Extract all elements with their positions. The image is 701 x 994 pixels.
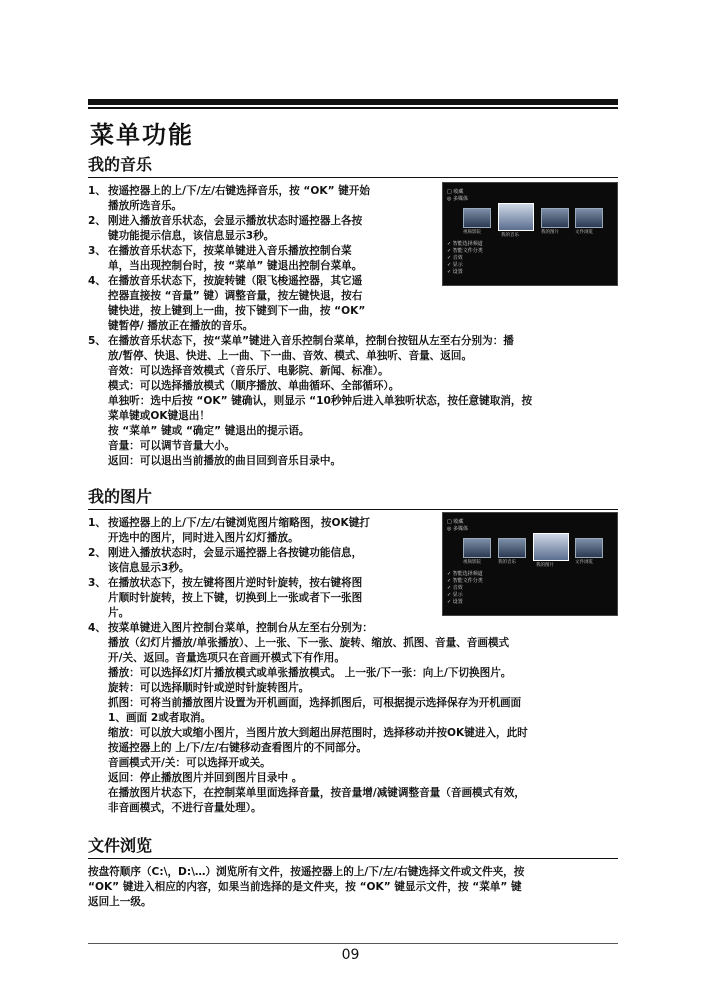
tile-label: 我的图片: [536, 563, 554, 568]
pictures-steps-1-3: [88, 516, 423, 621]
pictures-step-2-cont: 该信息显示3秒。: [108, 562, 190, 574]
screen-submenu-item: ✓ 显示: [447, 592, 463, 598]
pictures-step-4-cont: 播放（幻灯片播放/单张播放）、上一张、下一张、旋转、缩放、抓图、音量、音画模式: [108, 637, 510, 649]
music-detail: 按 “菜单” 键或 “确定” 键退出的提示语。: [108, 425, 310, 437]
screen-submenu-item: ✓ 设置: [447, 599, 463, 605]
tile-files: [575, 208, 603, 228]
screen-submenu-item: ✓ 智能文件分类: [447, 248, 483, 254]
screen-menu-item: ◎ 多媒体: [447, 196, 468, 202]
header-rule-thin: [88, 107, 618, 109]
music-detail: 返回：可以退出当前播放的曲目回到音乐目录中。: [108, 455, 342, 467]
music-step-1-cont: 播放所选音乐。: [108, 200, 183, 212]
pictures-detail: 非音画模式，不进行音量处理）。: [108, 802, 262, 814]
music-step-3: 3、 在播放音乐状态下，按菜单键进入音乐播放控制台菜: [88, 245, 352, 257]
music-detail: 菜单键或OK键退出！: [108, 410, 210, 422]
files-section: [88, 833, 618, 910]
screen-menu-item: □ 收藏: [447, 189, 464, 195]
music-step-3-cont: 单，当出现控制台时，按 “菜单” 键退出控制台菜单。: [108, 260, 363, 272]
tile-music: [498, 538, 526, 558]
music-step-1: 1、 按遥控器上的上/下/左/右键选择音乐，按 “OK” 键开始: [88, 185, 370, 197]
screen-submenu-item: ✓ 音效: [447, 585, 463, 591]
screen-menu-item: ◎ 多媒体: [447, 526, 468, 532]
files-text: “OK” 键进入相应的内容，如果当前选择的是文件夹，按 “OK” 键显示文件，按 “菜单” 键: [88, 881, 522, 893]
pictures-step-4-cont: 开/关、返回。音量选项只在音画开模式下有作用。: [108, 652, 345, 664]
pictures-step-3: 3、 在播放状态下，按左键将图片逆时针旋转，按右键将图: [88, 577, 363, 589]
pictures-detail: 缩放：可以放大或缩小图片，当图片放大到超出屏范围时，选择移动并按OK键进入，此时: [108, 727, 528, 739]
pictures-step-2: 2、 刚进入播放状态时，会显示遥控器上各按键功能信息，: [88, 547, 363, 559]
pictures-detail: 1、画面 2或者取消。: [108, 712, 212, 724]
screen-submenu-item: ✓ 智能文件分类: [447, 578, 483, 584]
files-heading: 文件浏览: [88, 833, 618, 859]
pictures-heading: 我的图片: [88, 484, 618, 510]
tile-files: [575, 538, 603, 558]
pictures-step-3-cont: 片顺时针旋转，按上下键，切换到上一张或者下一张图: [108, 592, 363, 604]
tile-video: [463, 538, 491, 558]
footer-rule: [88, 943, 618, 944]
music-detail: 音效：可以选择音效模式（音乐厅、电影院、新闻、标准）。: [108, 365, 389, 377]
tile-label: 我的音乐: [501, 233, 519, 238]
music-step-2: 2、 刚进入播放音乐状态，会显示播放状态时遥控器上各按: [88, 215, 363, 227]
music-step-4-cont: 键暂停/ 播放正在播放的音乐。: [108, 320, 254, 332]
page-number: 09: [341, 947, 360, 963]
screen-submenu-item: ✓ 智能选择频道: [447, 571, 483, 577]
tile-label: 视频影院: [463, 230, 481, 235]
tile-picture: [533, 533, 569, 561]
pictures-step-4: 4、 按菜单键进入图片控制台菜单，控制台从左至右分别为：: [88, 622, 373, 634]
screen-menu-item: □ 收藏: [447, 519, 464, 525]
pictures-menu-screenshot: [442, 512, 618, 616]
pictures-detail: 播放：可以选择幻灯片播放模式或单张播放模式。 上一张/下一张：向上/下切换图片。: [108, 667, 512, 679]
music-heading: 我的音乐: [88, 152, 618, 178]
music-detail: 单独听：选中后按 “OK” 键确认，则显示 “10秒钟后进入单独听状态，按任意键取消，按: [108, 395, 533, 407]
pictures-step-3-cont: 片。: [108, 607, 130, 619]
pictures-detail: 音画模式开/关：可以选择开或关。: [108, 757, 271, 769]
music-detail: 音量：可以调节音量大小。: [108, 440, 236, 452]
music-step-5: 5、 在播放音乐状态下，按“菜单”键进入音乐控制台菜单，控制台按钮从左至右分别为：播: [88, 335, 514, 347]
tile-picture: [541, 208, 569, 228]
screen-submenu-item: ✓ 智能选择频道: [447, 241, 483, 247]
tile-label: 文件浏览: [575, 560, 593, 565]
pictures-step-1-cont: 开选中的图片，同时进入图片幻灯播放。: [108, 532, 299, 544]
music-step-2-cont: 键功能提示信息，该信息显示3秒。: [108, 230, 275, 242]
screen-submenu-item: ✓ 设置: [447, 269, 463, 275]
music-step-5-cont: 放/暂停、快退、快进、上一曲、下一曲、音效、模式、单独听、音量、返回。: [108, 350, 473, 362]
tile-music: [498, 203, 534, 231]
screen-submenu-item: ✓ 音效: [447, 255, 463, 261]
page-title: 菜单功能: [90, 121, 194, 149]
header-rule-thick: [88, 99, 618, 105]
pictures-detail: 按遥控器上的 上/下/左/右键移动查看图片的不同部分。: [108, 742, 367, 754]
files-text: 按盘符顺序（C:\，D:\…）浏览所有文件，按遥控器上的上/下/左/右键选择文件或文件夹，按: [88, 866, 525, 878]
screen-submenu-item: ✓ 显示: [447, 262, 463, 268]
music-menu-screenshot: [442, 182, 618, 286]
tile-label: 视频影院: [463, 560, 481, 565]
pictures-step-1: 1、 按遥控器上的上/下/左/右键浏览图片缩略图，按OK键打: [88, 517, 370, 529]
music-step-4-cont: 控器直接按 “音量” 键）调整音量，按左键快退，按右: [108, 290, 363, 302]
tile-video: [463, 208, 491, 228]
music-steps-1-4: [88, 184, 423, 334]
pictures-detail: 抓图：可将当前播放图片设置为开机画面，选择抓图后，可根据提示选择保存为开机画面: [108, 697, 522, 709]
music-detail: 模式：可以选择播放模式（顺序播放、单曲循环、全部循环）。: [108, 380, 400, 392]
pictures-detail: 返回：停止播放图片并回到图片目录中 。: [108, 772, 303, 784]
tile-label: 我的图片: [541, 230, 559, 235]
music-step-4-cont: 键快进，按上键到上一曲，按下键到下一曲，按 “OK”: [108, 305, 366, 317]
pictures-detail: 旋转：可以选择顺时针或逆时针旋转图片。: [108, 682, 310, 694]
tile-label: 文件浏览: [575, 230, 593, 235]
pictures-detail: 在播放图片状态下，在控制菜单里面选择音量，按音量增/减键调整音量（音画模式有效，: [108, 787, 526, 799]
tile-label: 我的音乐: [498, 560, 516, 565]
files-text: 返回上一级。: [88, 896, 152, 908]
music-step-4: 4、 在播放音乐状态下，按旋转键（限飞梭遥控器，其它遥: [88, 275, 363, 287]
